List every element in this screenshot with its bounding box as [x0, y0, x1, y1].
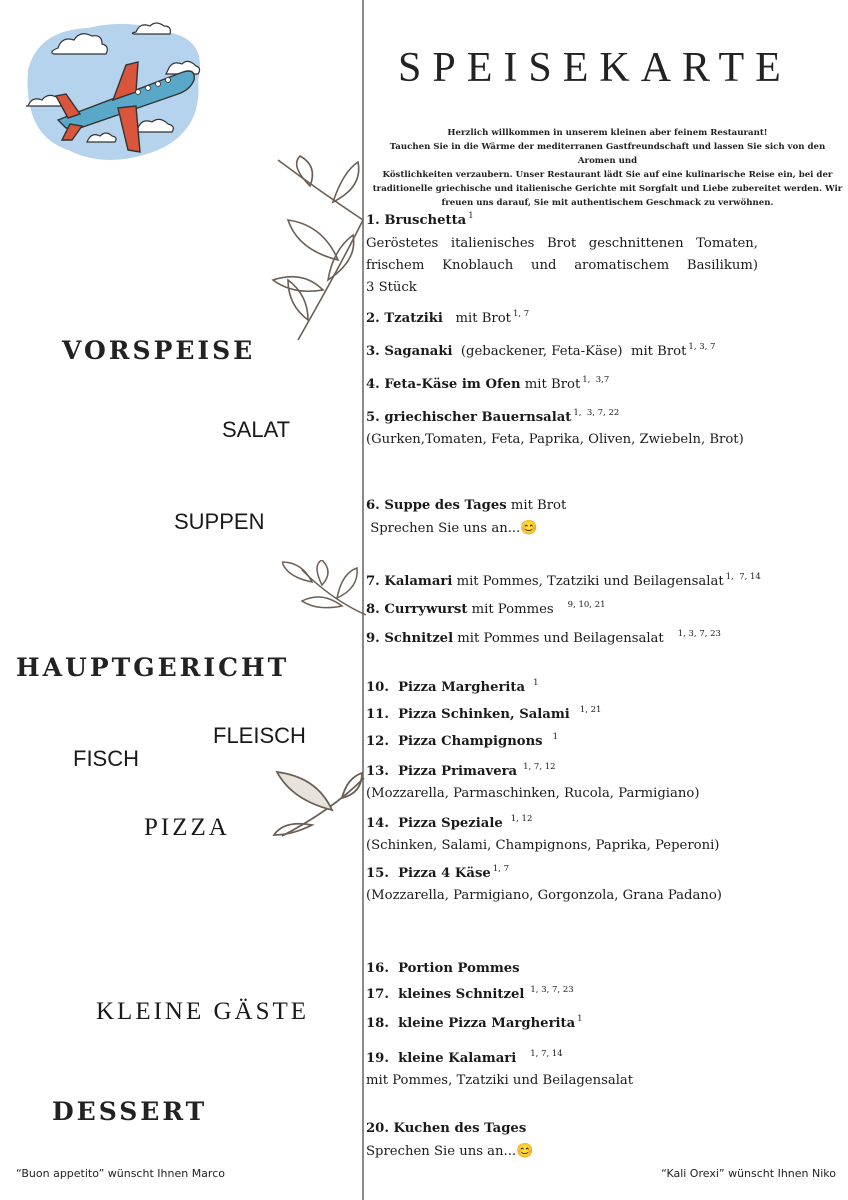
- section-kleine-gaeste: KLEINE GÄSTE: [96, 998, 310, 1025]
- menu-item: 1. Bruschetta $^1$: [366, 211, 474, 228]
- item-description: frischem Knoblauch und aromatischem Basilikum): [366, 258, 758, 273]
- menu-item: 12. Pizza Champignons $^1$: [366, 732, 559, 749]
- item-description: Sprechen Sie uns an...😊: [366, 1143, 534, 1159]
- menu-item: 10. Pizza Margherita $^1$: [366, 678, 539, 695]
- section-fisch: FISCH: [73, 746, 139, 771]
- footer-left: “Buon appetito” wünscht Ihnen Marco: [16, 1167, 225, 1180]
- menu-item: 16. Portion Pommes: [366, 961, 520, 976]
- menu-item: 18. kleine Pizza Margherita $^1$: [366, 1014, 583, 1031]
- menu-item: 5. griechischer Bauernsalat $^{1, 3, 7, 22}$: [366, 408, 620, 425]
- leaf-branch-icon: [272, 770, 368, 850]
- leaf-branch-icon: [238, 150, 370, 350]
- menu-item: 14. Pizza Speziale $^{1, 12}$: [366, 814, 533, 831]
- item-description: Sprechen Sie uns an...😊: [366, 520, 538, 536]
- menu-item: 4. Feta-Käse im Ofen mit Brot $^{1, 3,7}$: [366, 375, 610, 392]
- menu-item: 3. Saganaki (gebackener, Feta-Käse) mit Brot $^{1, 3, 7}$: [366, 342, 716, 359]
- menu-item: 8. Currywurst mit Pommes $^{9, 10, 21}$: [366, 600, 606, 617]
- menu-item: 11. Pizza Schinken, Salami $^{1, 21}$: [366, 705, 602, 722]
- item-description: (Schinken, Salami, Champignons, Paprika, Peperoni): [366, 838, 720, 853]
- intro-text: [370, 126, 845, 210]
- airplane-illustration-icon: [18, 10, 218, 170]
- section-fleisch: FLEISCH: [213, 723, 306, 748]
- menu-item: 13. Pizza Primavera $^{1, 7, 12}$: [366, 762, 556, 779]
- menu-item: 20. Kuchen des Tages: [366, 1121, 527, 1136]
- intro-line: traditionelle griechische und italienische Gerichte mit Sorgfalt und Liebe zubereitet werden. Wir: [372, 184, 843, 194]
- menu-item: 19. kleine Kalamari $^{1, 7, 14}$: [366, 1049, 563, 1066]
- leaf-branch-icon: [282, 560, 368, 630]
- intro-line: Herzlich willkommen in unserem kleinen aber feinem Restaurant!: [447, 128, 768, 138]
- item-description: (Mozzarella, Parmigiano, Gorgonzola, Grana Padano): [366, 888, 722, 903]
- menu-item: 17. kleines Schnitzel $^{1, 3, 7, 23}$: [366, 985, 574, 1002]
- page-title: SPEISEKARTE: [398, 45, 792, 91]
- menu-item: 9. Schnitzel mit Pommes und Beilagensalat $^{1, 3, 7, 23}$: [366, 629, 721, 646]
- item-description: 3 Stück: [366, 280, 417, 295]
- smiley-icon: 😊: [516, 1143, 534, 1159]
- section-dessert: DESSERT: [52, 1097, 208, 1126]
- section-vorspeise: VORSPEISE: [62, 336, 256, 365]
- menu-item: 6. Suppe des Tages mit Brot: [366, 498, 567, 513]
- footer-right: “Kali Orexi” wünscht Ihnen Niko: [661, 1167, 836, 1180]
- intro-line: freuen uns darauf, Sie mit authentischem Geschmack zu verwöhnen.: [441, 198, 774, 208]
- menu-item: 7. Kalamari mit Pommes, Tzatziki und Beilagensalat $^{1, 7, 14}$: [366, 572, 761, 589]
- intro-line: Tauchen Sie in die Wärme der mediterranen Gastfreundschaft und lassen Sie sich von den Aromen und: [389, 142, 826, 166]
- item-description: mit Pommes, Tzatziki und Beilagensalat: [366, 1073, 634, 1088]
- section-hauptgericht: HAUPTGERICHT: [16, 653, 290, 682]
- section-salat: SALAT: [222, 417, 291, 442]
- section-suppen: SUPPEN: [174, 509, 265, 534]
- intro-line: Köstlichkeiten verzaubern. Unser Restaurant lädt Sie auf eine kulinarische Reise ein, bei der: [382, 170, 833, 180]
- item-description: (Mozzarella, Parmaschinken, Rucola, Parmigiano): [366, 786, 700, 801]
- section-pizza: PIZZA: [144, 814, 230, 841]
- menu-item: 2. Tzatziki mit Brot $^{1, 7}$: [366, 309, 530, 326]
- item-description: (Gurken,Tomaten, Feta, Paprika, Oliven, Zwiebeln, Brot): [366, 432, 744, 447]
- menu-item: 15. Pizza 4 Käse $^{1, 7}$: [366, 864, 509, 881]
- smiley-icon: 😊: [520, 520, 538, 536]
- item-description: Geröstetes italienisches Brot geschnittenen Tomaten,: [366, 236, 758, 251]
